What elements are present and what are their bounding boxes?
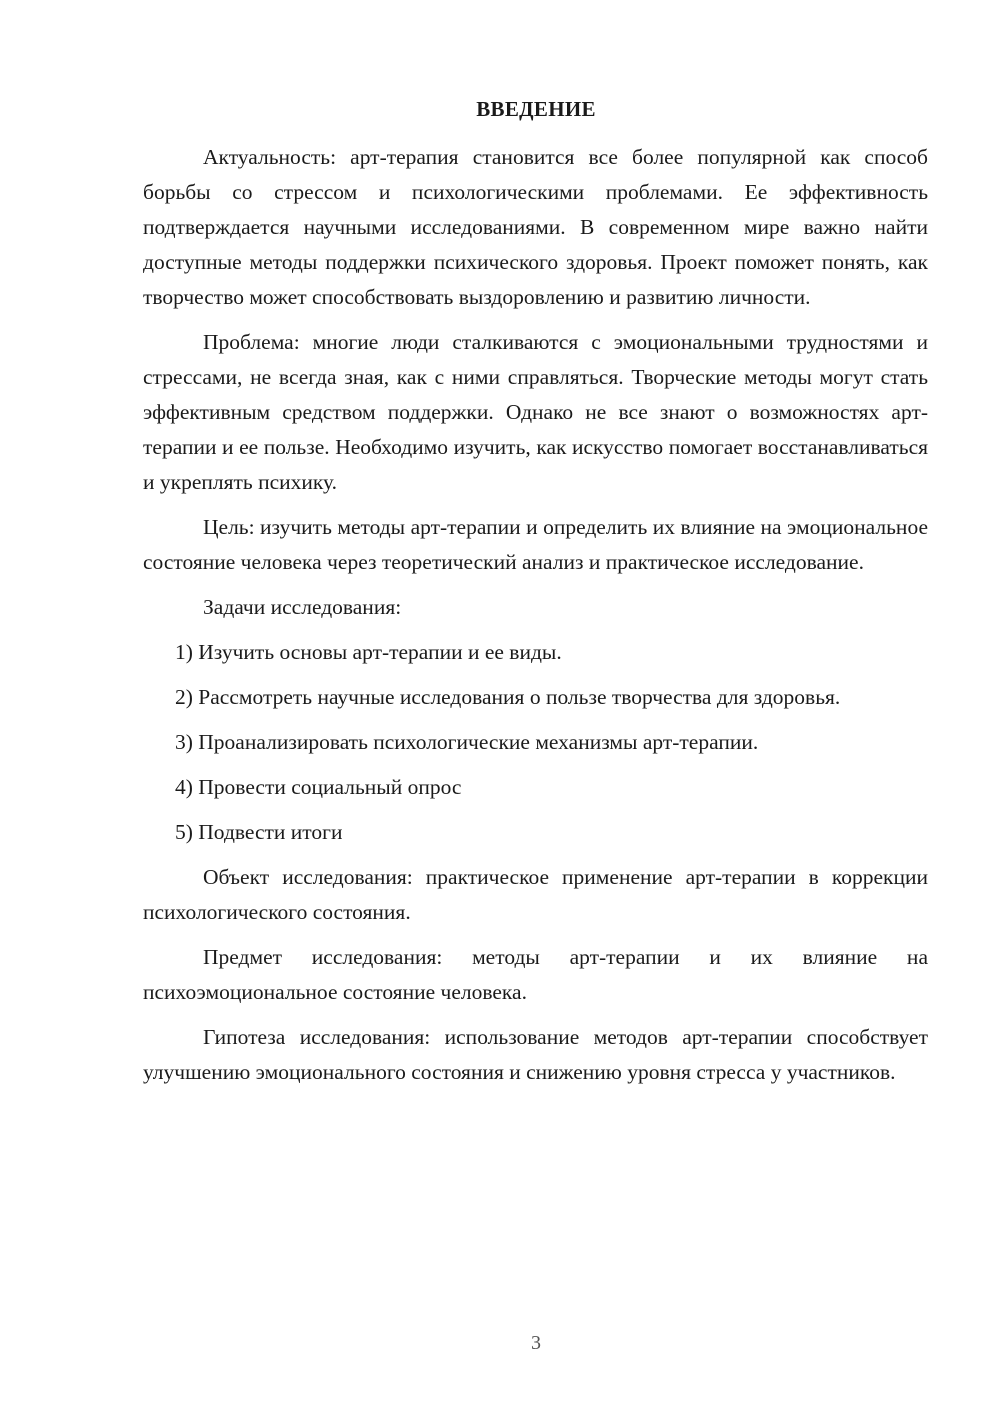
document-body xyxy=(143,140,928,1100)
tasks-heading: Задачи исследования: xyxy=(203,595,402,619)
task-item-2: 2) Рассмотреть научные исследования о пользе творчества для здоровья. xyxy=(175,685,841,709)
paragraph-goal: Цель: изучить методы арт-терапии и определить их влияние на эмоциональное состояние человека через теоретический анализ и практическое исследование. xyxy=(143,515,928,574)
paragraph-object: Объект исследования: практическое применение арт-терапии в коррекции психологического состояния. xyxy=(143,865,928,924)
task-item-4: 4) Провести социальный опрос xyxy=(175,775,462,799)
page-number: 3 xyxy=(531,1332,541,1354)
paragraph-subject: Предмет исследования: методы арт-терапии и их влияние на психоэмоциональное состояние человека. xyxy=(143,945,928,1004)
paragraph-problem: Проблема: многие люди сталкиваются с эмоциональными трудностями и стрессами, не всегда зная, как с ними справляться. Творческие методы могут стать эффективным средством поддержки. Однако не все знают о возможностях арт-терапии и ее пользе. Необходимо изучить, как искусство помогает восстанавливаться и укреплять психику. xyxy=(143,330,928,494)
task-item-5: 5) Подвести итоги xyxy=(175,820,343,844)
task-item-3: 3) Проанализировать психологические механизмы арт-терапии. xyxy=(175,730,759,754)
task-item-1: 1) Изучить основы арт-терапии и ее виды. xyxy=(175,640,562,664)
page-title: ВВЕДЕНИЕ xyxy=(476,97,596,121)
paragraph-relevance: Актуальность: арт-терапия становится все более популярной как способ борьбы со стрессом и психологическими проблемами. Ее эффективность подтверждается научными исследованиями. В современном мире важно найти доступные методы поддержки психического здоровья. Проект поможет понять, как творчество может способствовать выздоровлению и развитию личности. xyxy=(143,145,928,309)
paragraph-hypothesis: Гипотеза исследования: использование методов арт-терапии способствует улучшению эмоционального состояния и снижению уровня стресса у участников. xyxy=(143,1025,928,1084)
